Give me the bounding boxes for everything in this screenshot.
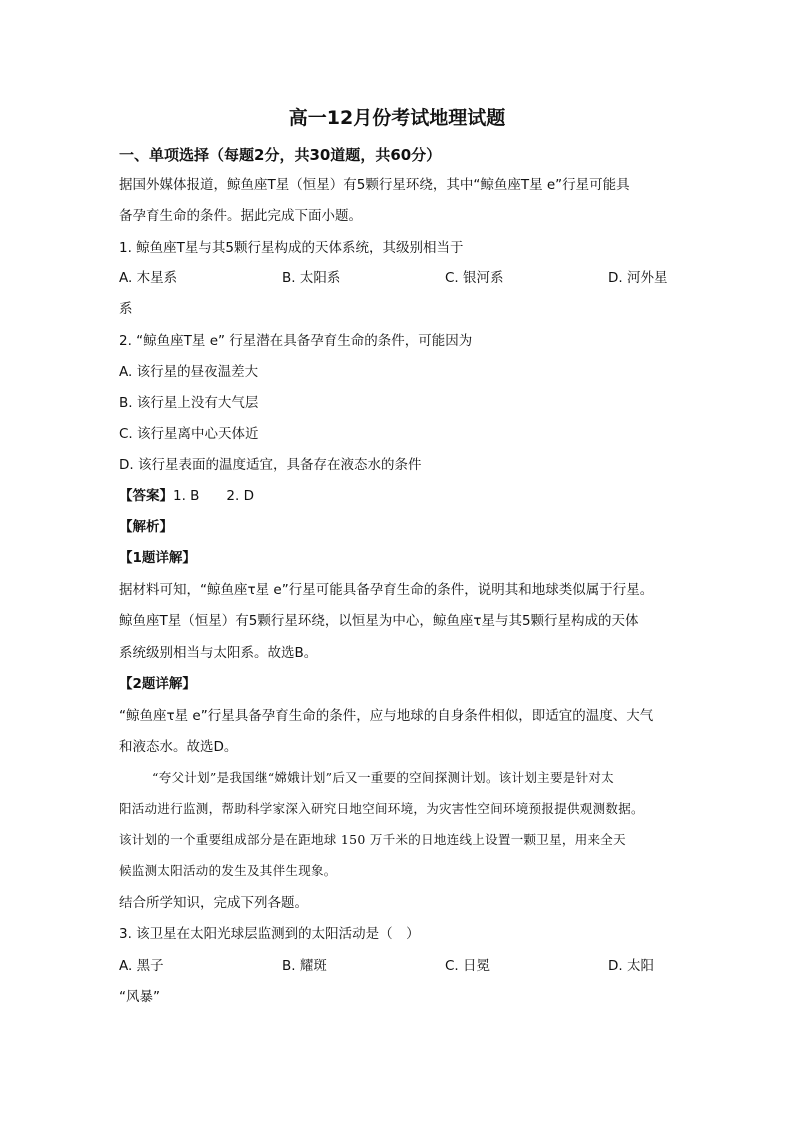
intro-line: 备孕育生命的条件。据此完成下面小题。 xyxy=(119,208,362,224)
option-d-wrap: “风暴” xyxy=(119,989,160,1005)
answer-text: 1. B 2. D xyxy=(173,488,254,504)
option-a: A. 木星系 xyxy=(119,270,178,286)
analysis-label: 【解析】 xyxy=(119,519,173,535)
option-a: A. 黑子 xyxy=(119,958,164,974)
option-b: B. 该行星上没有大气层 xyxy=(119,395,259,411)
question-stem: 1. 鲸鱼座T星与其5颗行星构成的天体系统，其级别相当于 xyxy=(119,240,464,256)
passage-line: 阳活动进行监测，帮助科学家深入研究日地空间环境，为灾害性空间环境预报提供观测数据。 xyxy=(119,801,644,816)
detail-line: 据材料可知，“鲸鱼座τ星 e”行星可能具备孕育生命的条件，说明其和地球类似属于行星。 xyxy=(119,582,654,598)
option-a: A. 该行星的昼夜温差大 xyxy=(119,364,259,380)
instruction: 结合所学知识，完成下列各题。 xyxy=(119,895,308,911)
passage-line: 该计划的一个重要组成部分是在距地球 150 万千米的日地连线上设置一颗卫星，用来全天 xyxy=(119,832,626,847)
option-c: C. 日冕 xyxy=(445,958,491,974)
option-d: D. 该行星表面的温度适宜，具备存在液态水的条件 xyxy=(119,457,422,473)
passage-line: “夸父计划”是我国继“嫦娥计划”后又一重要的空间探测计划。该计划主要是针对太 xyxy=(152,770,614,785)
option-b: B. 耀斑 xyxy=(282,958,327,974)
detail-line: “鲸鱼座τ星 e”行星具备孕育生命的条件，应与地球的自身条件相似，即适宜的温度、大气 xyxy=(119,708,654,724)
section-heading: 一、单项选择（每题2分，共30道题，共60分） xyxy=(119,146,442,164)
question-stem: 2. “鲸鱼座T星 e” 行星潜在具备孕育生命的条件，可能因为 xyxy=(119,333,473,349)
option-d-wrap: 系 xyxy=(119,301,133,317)
option-d: D. 太阳 xyxy=(608,958,654,974)
detail-label: 【1题详解】 xyxy=(119,550,196,566)
answer-label: 【答案】 xyxy=(119,488,173,504)
option-b: B. 太阳系 xyxy=(282,270,341,286)
page-title: 高一12月份考试地理试题 xyxy=(288,107,506,129)
detail-line: 系统级别相当与太阳系。故选B。 xyxy=(119,645,318,661)
option-d: D. 河外星 xyxy=(608,270,668,286)
answer-line xyxy=(119,486,254,506)
intro-line: 据国外媒体报道，鲸鱼座T星（恒星）有5颗行星环绕，其中“鲸鱼座T星 e”行星可能具 xyxy=(119,177,630,193)
detail-line: 和液态水。故选D。 xyxy=(119,739,238,755)
detail-line: 鲸鱼座T星（恒星）有5颗行星环绕，以恒星为中心，鲸鱼座τ星与其5颗行星构成的天体 xyxy=(119,613,639,629)
detail-label: 【2题详解】 xyxy=(119,676,196,692)
question-stem: 3. 该卫星在太阳光球层监测到的太阳活动是（ ） xyxy=(119,926,420,942)
option-c: C. 银河系 xyxy=(445,270,504,286)
option-c: C. 该行星离中心天体近 xyxy=(119,426,259,442)
passage-line: 候监测太阳活动的发生及其伴生现象。 xyxy=(119,863,337,878)
